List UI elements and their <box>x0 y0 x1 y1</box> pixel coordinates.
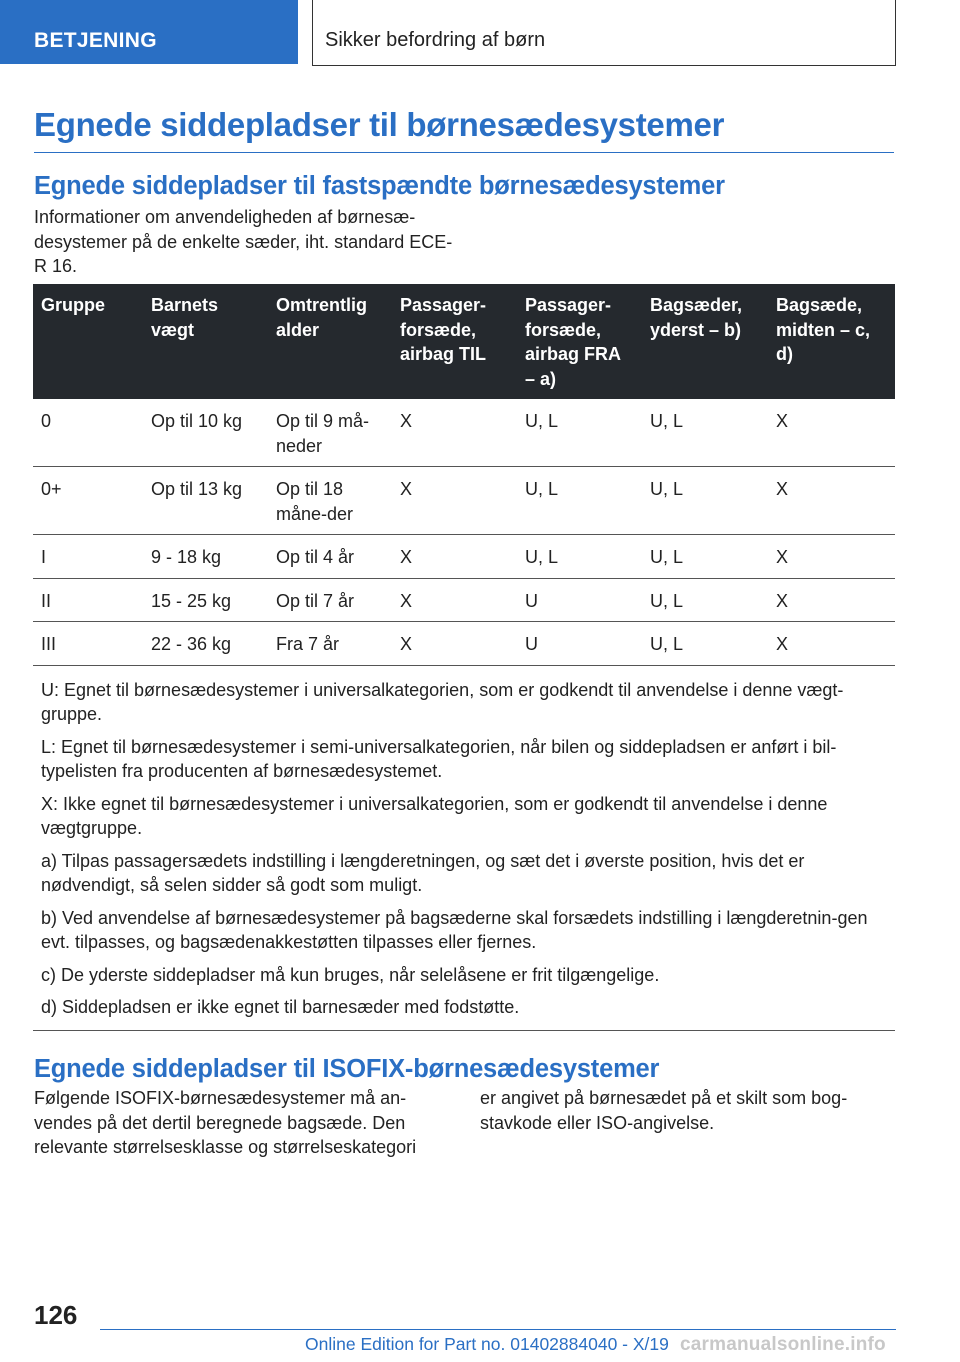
fixed-seat-heading: Egnede siddepladser til fastspændte børnesædesystemer <box>34 172 725 200</box>
chapter-tab: Sikker befordring af børn <box>312 0 896 66</box>
note-d: d) Siddepladsen er ikke egnet til barnesæder med fodstøtte. <box>41 997 520 1017</box>
table-cell: U, L <box>642 467 768 535</box>
table-cell: 0+ <box>33 467 143 535</box>
table-row <box>33 535 895 579</box>
isofix-text-right: er angivet på børnesædet på et skilt som bog-stavkode eller ISO-angivelse. <box>480 1088 848 1133</box>
table-cell: U <box>517 578 642 622</box>
table-cell: III <box>33 622 143 666</box>
note-x: X: Ikke egnet til børnesædesystemer i universalkategorien, som er godkendt til anvendelse i denne vægtgruppe. <box>41 793 828 838</box>
table-cell: 0 <box>33 399 143 467</box>
table-cell: U, L <box>517 535 642 579</box>
page-number: 126 <box>34 1300 78 1330</box>
isofix-text-left: Følgende ISOFIX-børnesædesystemer må an-vendes på det dertil beregnede bagsæde. Den relevante størrelsesklasse og størrelseskategori <box>34 1088 417 1157</box>
table-cell: Op til 7 år <box>268 578 392 622</box>
table-header-cell: Bagsæder, yderst – b) <box>642 284 768 399</box>
table-header-row <box>33 284 895 399</box>
table-header-cell: Bagsæde, midten – c, d) <box>768 284 895 399</box>
isofix-heading: Egnede siddepladser til ISOFIX-børnesædesystemer <box>34 1055 660 1083</box>
watermark: carmanualsonline.info <box>680 1334 886 1355</box>
table-notes <box>33 665 895 1030</box>
table-cell: 22 - 36 kg <box>143 622 268 666</box>
suitability-table <box>33 284 895 1031</box>
table-cell: U <box>517 622 642 666</box>
note-c: c) De yderste siddepladser må kun bruges, når selelåsene er frit tilgængelige. <box>41 964 660 985</box>
table-header-cell: Omtrentlig alder <box>268 284 392 399</box>
fixed-seat-intro: Informationer om anvendeligheden af børnesæ-desystemer på de enkelte sæder, iht. standard ECE-R 16. <box>34 207 453 276</box>
footer-edition: Online Edition for Part no. 01402884040 - X/19 <box>305 1334 669 1354</box>
table-row <box>33 578 895 622</box>
table-cell: X <box>392 467 517 535</box>
table-cell: Op til 9 må-neder <box>268 399 392 467</box>
table-notes-row <box>33 665 895 1030</box>
table-cell: Op til 10 kg <box>143 399 268 467</box>
table-cell: X <box>392 622 517 666</box>
table-header-cell: Passager-forsæde, airbag TIL <box>392 284 517 399</box>
table-row <box>33 399 895 467</box>
table-cell: U, L <box>642 399 768 467</box>
note-a: a) Tilpas passagersædets indstilling i længderetningen, og sæt det i øverste position, hvis det er nødvendigt, så selen sidder så godt som muligt. <box>41 850 805 895</box>
table-cell: Op til 13 kg <box>143 467 268 535</box>
table-cell: 15 - 25 kg <box>143 578 268 622</box>
note-u: U: Egnet til børnesædesystemer i universalkategorien, som er godkendt til anvendelse i denne vægt-gruppe. <box>41 679 844 724</box>
table-cell: Fra 7 år <box>268 622 392 666</box>
table-header-cell: Barnets vægt <box>143 284 268 399</box>
table-cell: X <box>768 535 895 579</box>
table-row <box>33 622 895 666</box>
note-l: L: Egnet til børnesædesystemer i semi-universalkategorien, når bilen og siddepladsen er anført i bil-typelisten fra producenten af børnesædesystemet. <box>41 736 837 781</box>
note-b: b) Ved anvendelse af børnesædesystemer på bagsæderne skal forsædets indstilling i længderetnin-gen evt. tilpasses, og bagsædenakkestøtten tilpasses eller fjernes. <box>41 907 868 952</box>
page-title: Egnede siddepladser til børnesædesystemer <box>34 106 894 153</box>
table-cell: 9 - 18 kg <box>143 535 268 579</box>
table-cell: X <box>392 535 517 579</box>
table-cell: U, L <box>642 622 768 666</box>
table-cell: X <box>768 622 895 666</box>
table-cell: U, L <box>642 535 768 579</box>
table-cell: I <box>33 535 143 579</box>
footer-divider <box>100 1329 896 1330</box>
table-cell: Op til 18 måne-der <box>268 467 392 535</box>
table-cell: Op til 4 år <box>268 535 392 579</box>
table-cell: X <box>768 467 895 535</box>
table-cell: II <box>33 578 143 622</box>
table-cell: X <box>768 578 895 622</box>
table-cell: U, L <box>642 578 768 622</box>
table-row <box>33 467 895 535</box>
table-header-cell: Passager-forsæde, airbag FRA – a) <box>517 284 642 399</box>
table-cell: X <box>392 399 517 467</box>
section-tab: BETJENING <box>0 0 298 64</box>
table-header-cell: Gruppe <box>33 284 143 399</box>
table-cell: U, L <box>517 467 642 535</box>
table-cell: X <box>768 399 895 467</box>
table-cell: U, L <box>517 399 642 467</box>
table-cell: X <box>392 578 517 622</box>
page-header <box>0 0 960 66</box>
